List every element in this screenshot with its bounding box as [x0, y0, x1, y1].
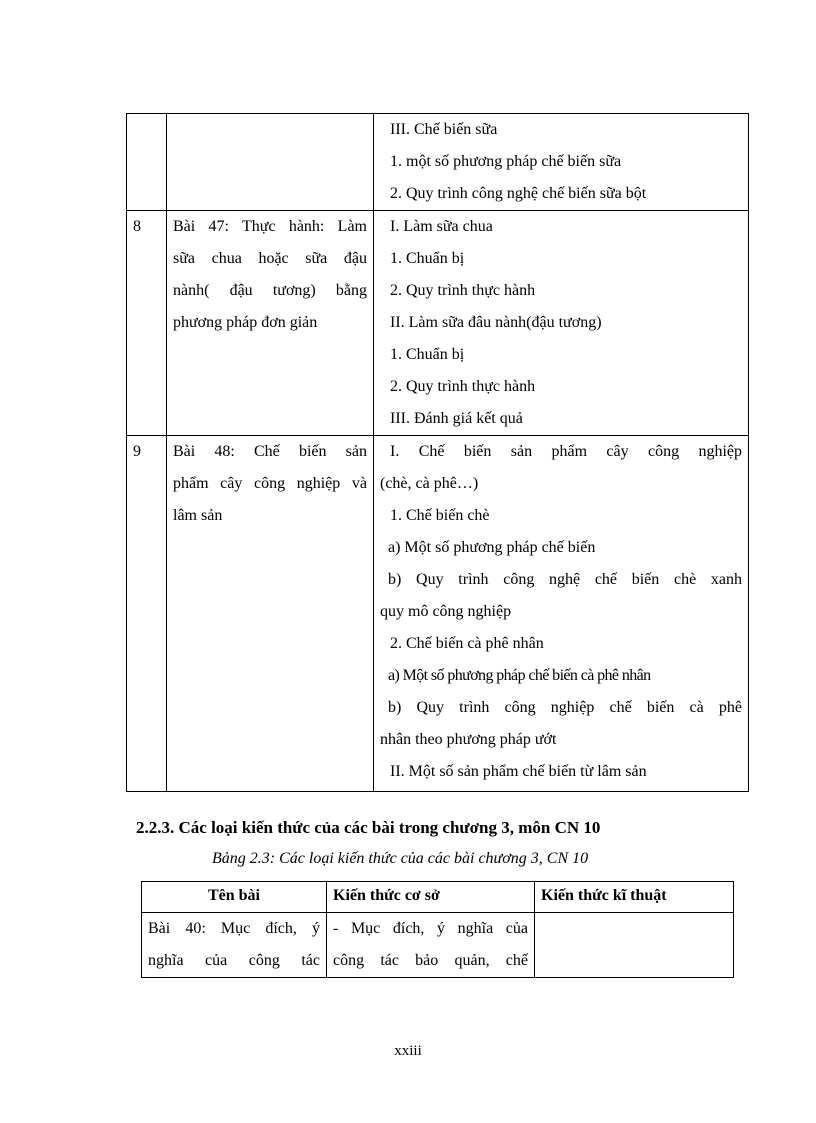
row-number-cell: 9: [127, 436, 167, 792]
row-number-cell: [127, 114, 167, 211]
table-row: [127, 211, 749, 436]
table-row: [127, 436, 749, 792]
content-line: nhân theo phương pháp ướt: [380, 731, 557, 748]
lesson-content-table: [126, 113, 749, 792]
basic-knowledge-cell: [327, 913, 535, 978]
table-row: [142, 913, 734, 978]
header-basic-knowledge: Kiến thức cơ sở: [327, 882, 535, 913]
content-line: a) Một số phương pháp chế biến cà phê nhân: [388, 667, 651, 684]
lesson-content-cell: [374, 211, 749, 436]
content-line: quy mô công nghiệp: [380, 603, 512, 620]
section-heading: 2.2.3. Các loại kiến thức của các bài trong chương 3, môn CN 10: [136, 818, 601, 837]
lesson-title-line: nành( đậu tương) bằng: [173, 282, 367, 299]
lesson-title-cell: [167, 114, 374, 211]
content-line: 1. Chuẩn bị: [390, 346, 465, 363]
lesson-name-cell: [142, 913, 327, 978]
content-line: 2. Quy trình công nghệ chế biến sữa bột: [390, 185, 647, 202]
technical-knowledge-cell: [535, 913, 734, 978]
lesson-title-line: Bài 47: Thực hành: Làm: [173, 218, 367, 235]
content-line: II. Làm sữa đâu nành(đậu tương): [390, 314, 602, 331]
content-line: b) Quy trình công nghiệp chế biến cà phê: [388, 699, 742, 716]
lesson-title-line: Bài 48: Chế biến sản: [173, 443, 367, 460]
content-line: II. Một số sản phẩm chế biến từ lâm sản: [390, 763, 647, 780]
content-line: 1. một số phương pháp chế biến sữa: [390, 153, 622, 170]
content-line: 2. Quy trình thực hành: [390, 378, 536, 395]
lesson-title-cell: [167, 436, 374, 792]
row-number-cell: 8: [127, 211, 167, 436]
page-number: xxiii: [394, 1043, 422, 1059]
lesson-name-line: nghĩa của công tác: [148, 952, 320, 969]
lesson-content-cell: [374, 436, 749, 792]
lesson-title-line: phẩm cây công nghiệp và: [173, 475, 367, 492]
content-line: 2. Chế biến cà phê nhân: [390, 635, 544, 652]
table-caption: Bảng 2.3: Các loại kiến thức của các bài chương 3, CN 10: [212, 850, 589, 867]
content-line: 2. Quy trình thực hành: [390, 282, 536, 299]
content-line: I. Làm sữa chua: [390, 218, 493, 235]
content-line: b) Quy trình công nghệ chế biến chè xanh: [388, 571, 742, 588]
content-line: a) Một số phương pháp chế biến: [388, 539, 596, 556]
basic-knowledge-line: - Mục đích, ý nghĩa của: [333, 920, 528, 937]
header-technical-knowledge: Kiến thức kĩ thuật: [535, 882, 734, 913]
lesson-content-cell: [374, 114, 749, 211]
content-line: (chè, cà phê…): [380, 475, 479, 492]
content-line: I. Chế biến sản phẩm cây công nghiệp: [390, 443, 742, 460]
basic-knowledge-line: công tác bảo quản, chế: [333, 952, 528, 969]
lesson-title-line: sữa chua hoặc sữa đậu: [173, 250, 367, 267]
lesson-title-line: lâm sản: [173, 507, 223, 524]
content-line: III. Đánh giá kết quả: [390, 410, 523, 427]
table-header-row: [142, 882, 734, 913]
content-line: 1. Chuẩn bị: [390, 250, 465, 267]
lesson-title-cell: [167, 211, 374, 436]
header-lesson-name: Tên bài: [142, 882, 327, 913]
table-row: [127, 114, 749, 211]
content-line: III. Chế biến sữa: [390, 121, 498, 138]
content-line: 1. Chế biến chè: [390, 507, 490, 524]
knowledge-types-table: [141, 881, 734, 978]
lesson-name-line: Bài 40: Mục đích, ý: [148, 920, 320, 937]
lesson-title-line: phương pháp đơn giản: [173, 314, 318, 331]
